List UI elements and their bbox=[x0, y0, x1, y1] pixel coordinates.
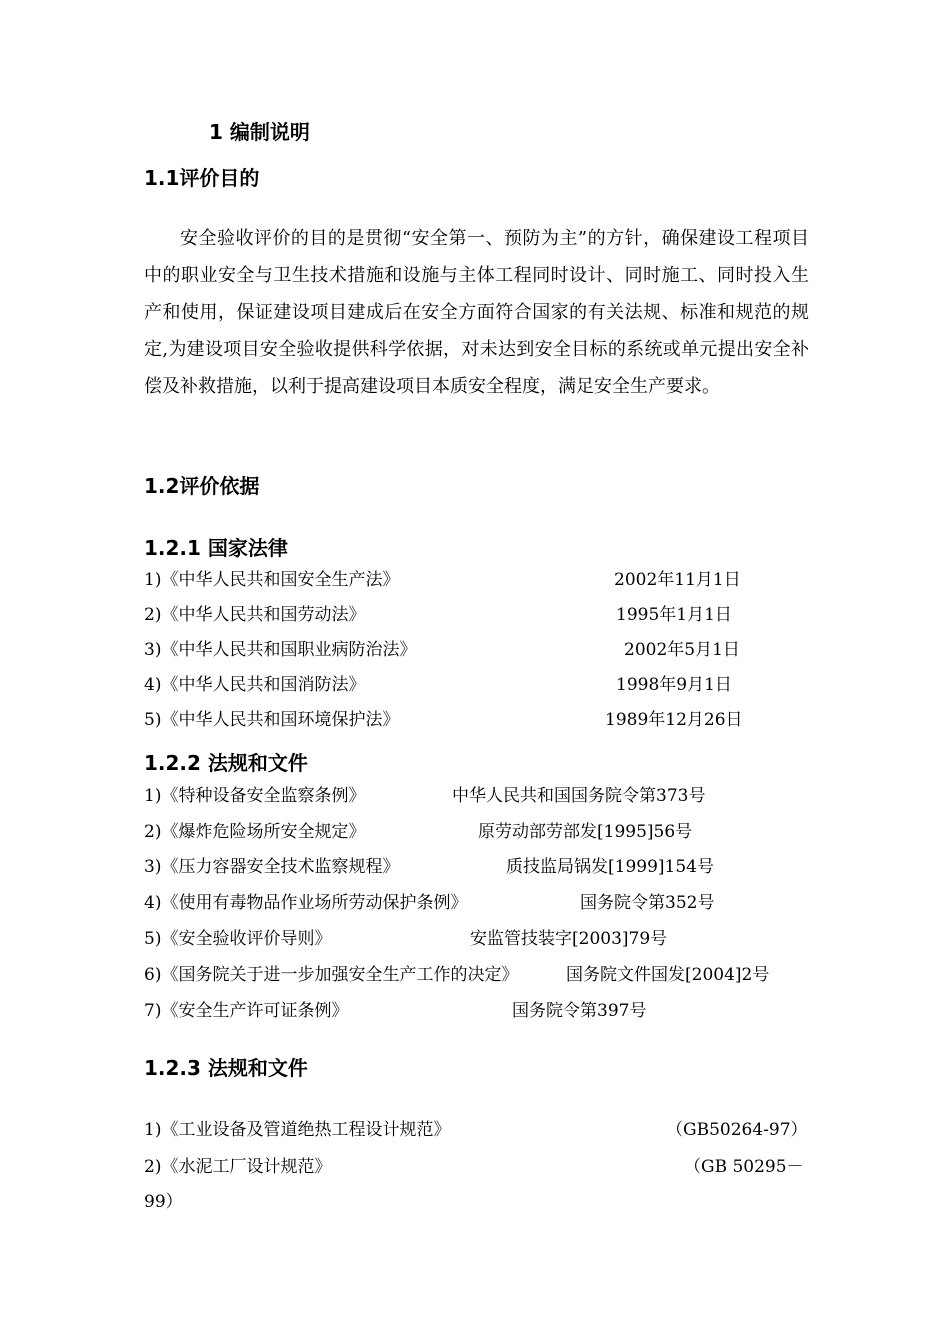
purpose-paragraph bbox=[144, 220, 809, 405]
regulation-ref: 原劳动部劳部发[1995]56号 bbox=[478, 822, 693, 842]
standard-code-continuation: 99） bbox=[144, 1192, 183, 1212]
regulation-title: 7)《安全生产许可证条例》 bbox=[144, 1001, 349, 1021]
regulation-title: 4)《使用有毒物品作业场所劳动保护条例》 bbox=[144, 893, 468, 913]
law-title: 5)《中华人民共和国环境保护法》 bbox=[144, 710, 400, 730]
section-heading-1-1: 1.1评价目的 bbox=[144, 166, 260, 190]
law-title: 1)《中华人民共和国安全生产法》 bbox=[144, 570, 400, 590]
regulation-item bbox=[144, 924, 824, 950]
regulation-item bbox=[144, 960, 824, 986]
chapter-title: 1 编制说明 bbox=[209, 120, 310, 144]
regulation-title: 3)《压力容器安全技术监察规程》 bbox=[144, 857, 400, 877]
law-date: 2002年11月1日 bbox=[614, 570, 741, 590]
regulation-ref: 国务院令第397号 bbox=[512, 1001, 647, 1021]
law-date: 1995年1月1日 bbox=[616, 605, 732, 625]
standard-code: （GB 50295－ bbox=[684, 1157, 804, 1177]
law-title: 2)《中华人民共和国劳动法》 bbox=[144, 605, 366, 625]
regulation-title: 2)《爆炸危险场所安全规定》 bbox=[144, 822, 366, 842]
regulation-title: 5)《安全验收评价导则》 bbox=[144, 929, 332, 949]
law-item bbox=[144, 565, 824, 591]
regulation-item bbox=[144, 852, 824, 878]
standard-code: （GB50264-97） bbox=[666, 1120, 808, 1140]
standard-title: 2)《水泥工厂设计规范》 bbox=[144, 1157, 332, 1177]
standard-title: 1)《工业设备及管道绝热工程设计规范》 bbox=[144, 1120, 451, 1140]
regulation-ref: 国务院令第352号 bbox=[580, 893, 715, 913]
section-heading-1-2-2: 1.2.2 法规和文件 bbox=[144, 751, 308, 775]
regulation-title: 1)《特种设备安全监察条例》 bbox=[144, 786, 366, 806]
regulation-item bbox=[144, 817, 824, 843]
regulation-ref: 国务院文件国发[2004]2号 bbox=[566, 965, 770, 985]
law-date: 1998年9月1日 bbox=[616, 675, 732, 695]
law-item bbox=[144, 705, 824, 731]
law-title: 3)《中华人民共和国职业病防治法》 bbox=[144, 640, 417, 660]
standard-item bbox=[144, 1152, 824, 1178]
standard-continuation bbox=[144, 1187, 824, 1213]
law-item bbox=[144, 600, 824, 626]
law-item bbox=[144, 635, 824, 661]
regulation-ref: 安监管技装字[2003]79号 bbox=[470, 929, 668, 949]
section-heading-1-2-1: 1.2.1 国家法律 bbox=[144, 536, 288, 560]
section-heading-1-2-3: 1.2.3 法规和文件 bbox=[144, 1056, 308, 1080]
regulation-title: 6)《国务院关于进一步加强安全生产工作的决定》 bbox=[144, 965, 519, 985]
regulation-item bbox=[144, 781, 824, 807]
standard-item bbox=[144, 1115, 824, 1141]
purpose-text: 安全验收评价的目的是贯彻“安全第一、预防为主”的方针，确保建设工程项目中的职业安全与卫生技术措施和设施与主体工程同时设计、同时施工、同时投入生产和使用，保证建设项目建成后在安全方面符合国家的有关法规、标准和规范的规定,为建设项目安全验收提供科学依据，对未达到安全目标的系统或单元提出安全补偿及补救措施，以利于提高建设项目本质安全程度，满足安全生产要求。 bbox=[144, 228, 809, 397]
law-date: 1989年12月26日 bbox=[605, 710, 743, 730]
regulation-ref: 中华人民共和国国务院令第373号 bbox=[452, 786, 706, 806]
law-title: 4)《中华人民共和国消防法》 bbox=[144, 675, 366, 695]
regulation-item bbox=[144, 888, 824, 914]
regulation-ref: 质技监局锅发[1999]154号 bbox=[506, 857, 714, 877]
section-heading-1-2: 1.2评价依据 bbox=[144, 474, 260, 498]
regulation-item bbox=[144, 996, 824, 1022]
law-item bbox=[144, 670, 824, 696]
law-date: 2002年5月1日 bbox=[624, 640, 740, 660]
